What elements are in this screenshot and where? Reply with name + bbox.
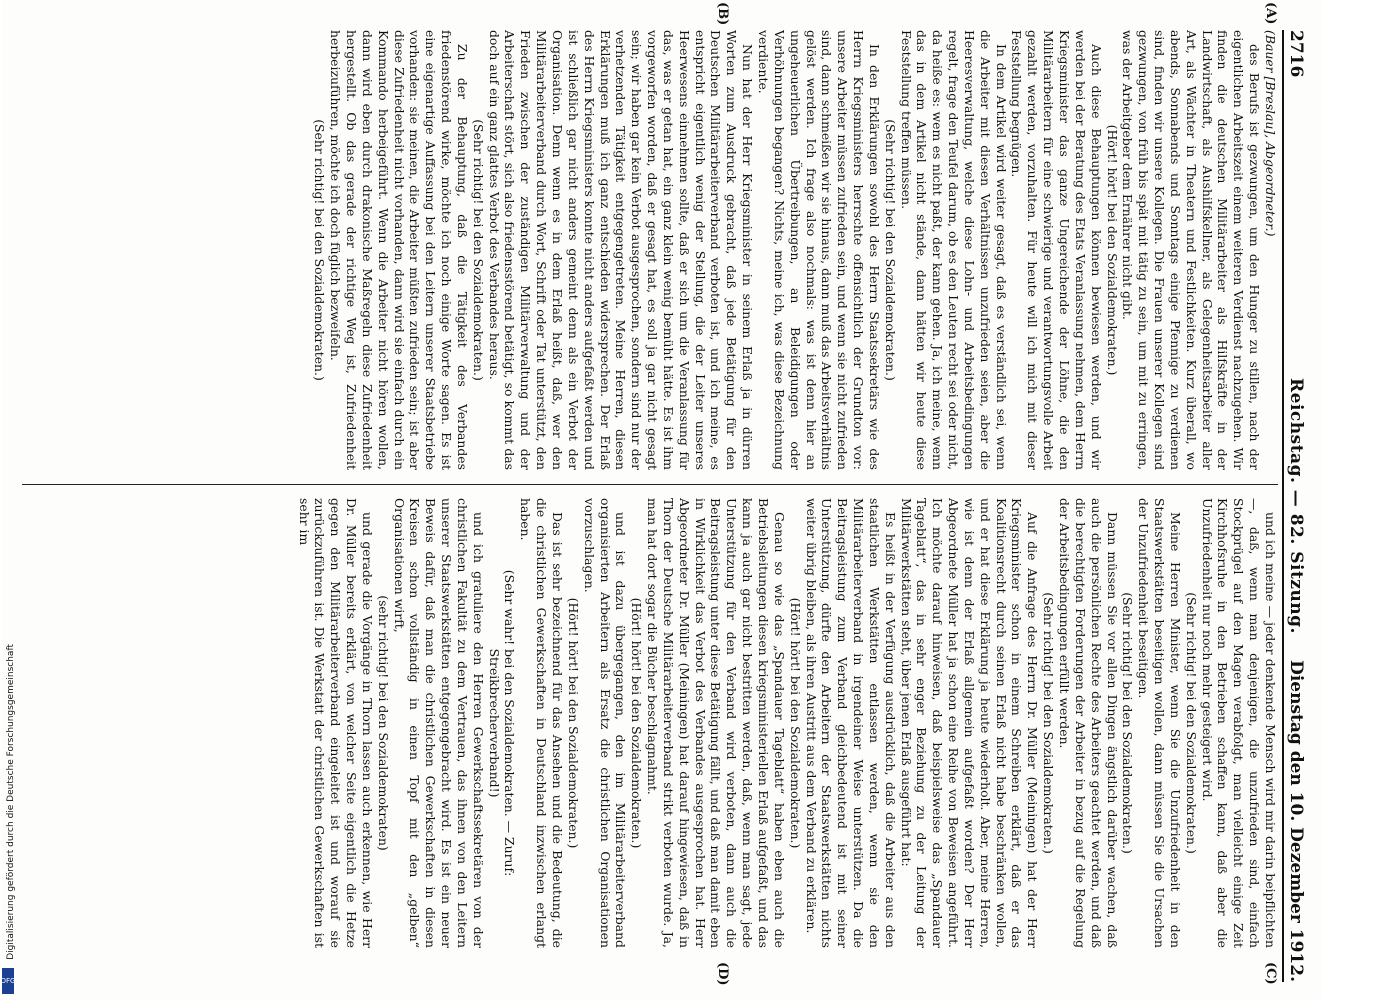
interjection: (Sehr richtig! bei den Sozialdemokraten.) <box>470 119 486 381</box>
paragraph: und ist dazu übergegangen, den im Militärarbeiterverband organisierten Arbeitern als Ersatz die christlichen Organisationen vorzuschlagen. <box>581 498 629 948</box>
interjection: (Hört! hört! bei den Sozialdemokraten.) <box>1104 124 1120 376</box>
margin-marker-a: (A) <box>1263 2 1278 25</box>
session-date: Dienstag den 10. Dezember 1912. <box>1286 660 1306 982</box>
paragraph: Genau so wie das „Spandauer Tageblatt“ haben eben auch die Betriebsleitungen diesen kriegsministeriellen Erlaß aufgefaßt, und das kann ja auch gar nicht bestritten werden, daß, wenn man sagt, jede Unterstützung für den Verband wird verboten, dann auch die Beitragsleistung unter diese Betätigung fällt, und daß man damit eben in Wirklichkeit das Verbot des Verbandes ausgesprochen hat. Herr Abgeordneter Dr. Müller (Meiningen) hat darauf hingewiesen, daß in Thorn der Deutsche Militärarbeiterverband strikt verboten wurde. Ja, man hat dort sogar die Bücher beschlagnahmt. <box>645 498 787 948</box>
margin-marker-b: (B) <box>715 2 730 26</box>
interjection: (Hört! hört! bei den Sozialdemokraten.) <box>565 597 581 849</box>
page-header <box>1282 30 1310 982</box>
column-divider <box>22 484 1278 485</box>
paragraph: Es heißt in der Verfügung ausdrücklich, daß die Arbeiter aus den staatlichen Werkstätten entlassen werden, wenn sie den Militärarbeiterverband in irgendeiner Weise unterstützen. Da die Beitragsleistung zum Verband gleichbedeutend ist mit seiner Unterstützung, dürfte den Arbeitern der Staatswerkstätten nichts weiter übrig bleiben, als ihren Austritt aus dem Verband zu erklären. <box>803 498 898 948</box>
logo-text: DFG <box>0 977 16 985</box>
margin-marker-d: (D) <box>715 962 730 986</box>
margin-marker-c: (C) <box>1263 962 1278 985</box>
paragraph: In dem Artikel wird weiter gesagt, daß es verständlich sei, wenn die Arbeiter mit diesen Verhältnissen unzufrieden seien, aber die Heeresverwaltung, welche diese Lohn- und Arbeitsbedingungen regelt, frage den Teufel darum, ob es den Leuten recht sei oder nicht, da heiße es: wem es nicht paßt, der kann gehen. Ja, ich meine, wenn das in dem Artikel nicht stände, dann hätten wir heute diese Feststellung treffen müssen. <box>898 30 1009 470</box>
paragraph: Nun hat der Herr Kriegsminister in seinem Erlaß ja in dürren Worten zum Ausdruck gebracht, daß jede Betätigung für den Deutschen Militärarbeiterverband verboten ist, und ich meine, es entspricht eigentlich wenig der Stellung, die der Leiter unseres Heerwesens einnehmen sollte, daß er sich um die Veranlassung für das, was er getan hat, ein ganz klein wenig bemüht hätte. Es ist ihm vorgeworfen worden, daß er gesagt hat, es soll ja gar nicht gesagt sein; wir haben gar kein Verbot ausgesprochen, sondern sind nur der verhetzenden Tätigkeit entgegengetreten. Meine Herren, diesen Erklärungen muß ich ganz entschieden widersprechen. Der Erlaß des Herrn Kriegsministers konnte nicht anders aufgefaßt werden und ist schließlich gar nicht anders gemeint denn als ein Verbot der Organisation. Denn wenn es in dem Erlaß heißt, daß, wer den Militärarbeiterverband durch Wort, Schrift oder Tat unterstützt, den Frieden zwischen der zuständigen Militärverwaltung und der Arbeiterschaft stört, sich also friedensstörend betätigt, so kommt das doch auf ein ganz glattes Verbot des Verbandes heraus. <box>486 30 756 470</box>
paragraph: Zu der Behauptung, daß die Tätigkeit des Verbandes friedenstörend wirke, möchte ich noch einige Worte sagen. Es ist eine eigenartige Auffassung bei den Leitern unserer Staatsbetriebe vorhanden: sie meinen, die Arbeiter müßten zufrieden sein; ist aber diese Zufriedenheit nicht vorhanden, dann wird sie einfach durch ein Kommando herbeigeführt. Wenn die Arbeiter nicht hören wollen, dann wird eben durch drakonische Maßregeln diese Zufriedenheit hergestellt. Ob das gerade der richtige Weg ist, Zufriedenheit herbeizuführen, möchte ich doch füglich bezweifeln. <box>328 30 470 470</box>
paragraph: Auch diese Behauptungen können bewiesen werden, und wir werden bei der Beratung des Etats Veranlassung nehmen, dem Herrn Kriegsminister das ganze Ungereichende der Löhne, die den Militärarbeitern für eine schwierige und verantwortungsvolle Arbeit gezahlt werden, vorzuhalten. Für heute will ich mich mit dieser Feststellung begnügen. <box>1009 30 1104 470</box>
paragraph: und ich meine — jeder denkende Mensch wird mir darin beipflichten —, daß, wenn man denjenigen, die unzufrieden sind, einfach Stockprügel auf den Magen verabfolgt, man vielleicht einige Zeit Kirchhofsruhe in den Betrieben schaffen kann, daß aber die Unzufriedenheit nur noch mehr gesteigert wird. <box>1199 498 1278 948</box>
digitization-credit: Digitalisierung gefördert durch die Deutsche Forschungsgemeinschaft <box>6 644 16 960</box>
paragraph: Meine Herren Minister, wenn Sie die Unzufriedenheit in den Staatswerkstätten beseitigen wollen, dann müssen Sie die Ursachen der Unzufriedenheit beseitigen. <box>1136 498 1183 948</box>
interjection: (Hört! hört! bei den Sozialdemokraten.) <box>787 597 803 849</box>
paragraph: Dann müssen Sie vor allen Dingen ängstlich darüber wachen, daß auch die persönlichen Rechte des Arbeiters geachtet werden, und daß die berechtigten Forderungen der Arbeiter in bezug auf die Regelung der Arbeitsbedingungen erfüllt werden. <box>1057 498 1120 948</box>
interjection: (Sehr richtig! bei den Sozialdemokraten.) <box>882 119 898 381</box>
paragraph: und ich gratuliere den Herren Gewerkschaftssekretären von der christlichen Fakultät zu dem Vertrauen, das ihnen von den Leitern unserer Staatswerkstätten entgegengebracht wird. Es ist ein neuer Beweis dafür, daß man die christlichen Gewerkschaften in diesen Kreisen schon vollständig in einen Topf mit den „gelben“ Organisationen wirft, <box>391 498 486 948</box>
interjection: (Sehr wahr! bei den Sozialdemokraten. — Zuruf: Streikbrecherverband!) <box>486 569 518 877</box>
speaker-line: (Bauer [Breslau], Abgeordneter.) <box>1263 30 1278 237</box>
paragraph: Das ist sehr bezeichnend für das Ansehen und die Bedeutung, die die christlichen Gewerkschaften in Deutschland inzwischen erlangt haben. <box>518 498 566 948</box>
interjection: (Sehr richtig! bei den Sozialdemokraten.) <box>312 119 328 381</box>
page-title: Reichstag. — 82. Sitzung. <box>1286 378 1306 634</box>
right-column <box>22 498 1278 948</box>
document-page <box>2 0 1322 1000</box>
paragraph: In den Erklärungen sowohl des Herrn Staatssekretärs wie des Herrn Kriegsministers herrschte offensichtlich der Grundton vor: unsere Arbeiter müssen zufrieden sein, und wenn sie nicht zufrieden sind, dann schmeißen wir sie hinaus, dann muß das Arbeitsverhältnis gelöst werden. Ich frage also nochmals: was ist denn hier an ungeheuerlichen Übertreibungen, an Beleidigungen oder Verhöhnungen begangen? Nichts, meine ich, was diese Bezeichnung verdiente. <box>756 30 882 470</box>
paragraph: und gerade die Vorgänge in Thorn lassen auch erkennen, wie Herr Dr. Müller bereits erklärt, von welcher Seite eigentlich die Hetze gegen den Militärarbeiterverband eingeleitet ist und worauf sie zurückzuführen ist. Die Werkstatt der christlichen Gewerkschaften ist sehr im <box>296 498 375 948</box>
interjection: (Sehr richtig! bei den Sozialdemokraten.) <box>1183 592 1199 854</box>
interjection: (Hört! hört! bei den Sozialdemokraten.) <box>629 597 645 849</box>
dfg-logo <box>2 968 14 994</box>
paragraph: Auf die Anfrage des Herrn Dr. Müller (Meiningen) hat der Herr Kriegsminister schon in einem Schreiben erklärt, daß er das Koalitionsrecht durch seinen Erlaß nicht habe beschränken wollen, und er hat diese Erklärung ja heute wiederholt. Aber, meine Herren, wie ist denn der Erlaß allgemein aufgefaßt worden? Der Herr Abgeordnete Müller hat ja schon eine Reihe von Beweisen angeführt. Ich möchte darauf hinweisen, daß beispielsweise das „Spandauer Tageblatt“, das in sehr enger Beziehung zu der Leitung der Militärwerkstätten steht, über jenen Erlaß ausgeführt hat: <box>898 498 1041 948</box>
page-number: 2716 <box>1286 30 1306 78</box>
header-rule <box>1282 30 1284 982</box>
interjection: (sehr richtig! bei den Sozialdemokraten) <box>375 595 391 851</box>
paragraph: des Berufs ist gezwungen, um den Hunger zu stillen, nach der eigentlichen Arbeitszeit einem weiteren Verdienst nachzugehen. Wir finden die deutschen Militärarbeiter als Hilfskräfte in der Landwirtschaft, als Aushilfskellner, als Gelegenheitsarbeiter aller Art, als Wächter in Theatern und Festlichkeiten. Kurz überall, wo abends, Sonnabends und Sonntags einige Pfennige zu verdienen sind, finden wir unsere Kollegen. Die Frauen unserer Kollegen sind gezwungen, von früh bis spät mit tätig zu sein, um mit zu erringen, was der Arbeitgeber dem Ernährer nicht gibt. <box>1120 30 1263 470</box>
left-column <box>22 30 1278 470</box>
interjection: (Sehr richtig! bei den Sozialdemokraten.) <box>1041 592 1057 854</box>
interjection: (Sehr richtig! bei den Sozialdemokraten.) <box>1120 592 1136 854</box>
